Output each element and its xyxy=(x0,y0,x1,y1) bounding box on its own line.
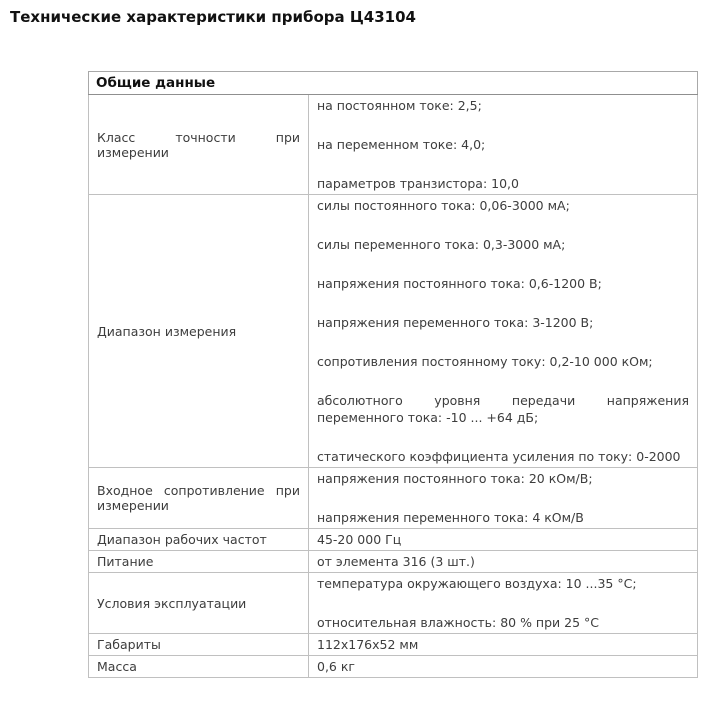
spec-value xyxy=(309,529,698,551)
spec-value-line: на переменном токе: 4,0; xyxy=(317,137,486,152)
spec-value-line: напряжения переменного тока: 3-1200 В; xyxy=(317,315,594,330)
spec-value-line: статического коэффициента усиления по току: 0-2000 xyxy=(317,449,681,464)
page-title: Технические характеристики прибора Ц43104 xyxy=(10,8,416,26)
table-header-row xyxy=(89,72,698,95)
spec-label: Диапазон рабочих частот xyxy=(89,529,309,551)
spec-value-line: на постоянном токе: 2,5; xyxy=(317,98,482,113)
spec-value-line: силы переменного тока: 0,3-3000 мА; xyxy=(317,237,566,252)
spec-value-line: от элемента 316 (3 шт.) xyxy=(317,554,475,569)
spec-value xyxy=(309,656,698,678)
table-row xyxy=(89,195,698,468)
spec-value-line: напряжения постоянного тока: 20 кОм/В; xyxy=(317,471,593,486)
spec-value-line: 45-20 000 Гц xyxy=(317,532,402,547)
spec-label: Условия эксплуатации xyxy=(89,573,309,634)
spec-value-line: 112x176x52 мм xyxy=(317,637,419,652)
table-row xyxy=(89,551,698,573)
table-group-header: Общие данные xyxy=(89,72,698,95)
table-row xyxy=(89,95,698,195)
spec-value xyxy=(309,195,698,468)
spec-label: Габариты xyxy=(89,634,309,656)
spec-value xyxy=(309,551,698,573)
spec-value-line: напряжения постоянного тока: 0,6-1200 В; xyxy=(317,276,602,291)
spec-table-container xyxy=(88,71,714,678)
spec-value-line: сопротивления постоянному току: 0,2-10 000 кОм; xyxy=(317,354,653,369)
spec-label: Диапазон измерения xyxy=(89,195,309,468)
table-row xyxy=(89,468,698,529)
table-row xyxy=(89,529,698,551)
spec-value xyxy=(309,634,698,656)
spec-value-line: напряжения переменного тока: 4 кОм/В xyxy=(317,510,584,525)
spec-value xyxy=(309,95,698,195)
spec-value-line: силы постоянного тока: 0,06-3000 мА; xyxy=(317,198,570,213)
spec-label: Масса xyxy=(89,656,309,678)
spec-label: Класс точности при измерении xyxy=(89,95,309,195)
spec-label: Входное сопротивление при измерении xyxy=(89,468,309,529)
spec-label: Питание xyxy=(89,551,309,573)
table-row xyxy=(89,656,698,678)
spec-value xyxy=(309,468,698,529)
table-row xyxy=(89,573,698,634)
spec-value-line: параметров транзистора: 10,0 xyxy=(317,176,519,191)
spec-value xyxy=(309,573,698,634)
spec-value-line: 0,6 кг xyxy=(317,659,355,674)
spec-value-line: относительная влажность: 80 % при 25 °С xyxy=(317,615,599,630)
table-row xyxy=(89,634,698,656)
spec-value-line: абсолютного уровня передачи напряжения переменного тока: -10 ... +64 дБ; xyxy=(317,393,689,425)
spec-table xyxy=(88,71,698,678)
spec-value-line: температура окружающего воздуха: 10 ...35 °С; xyxy=(317,576,637,591)
